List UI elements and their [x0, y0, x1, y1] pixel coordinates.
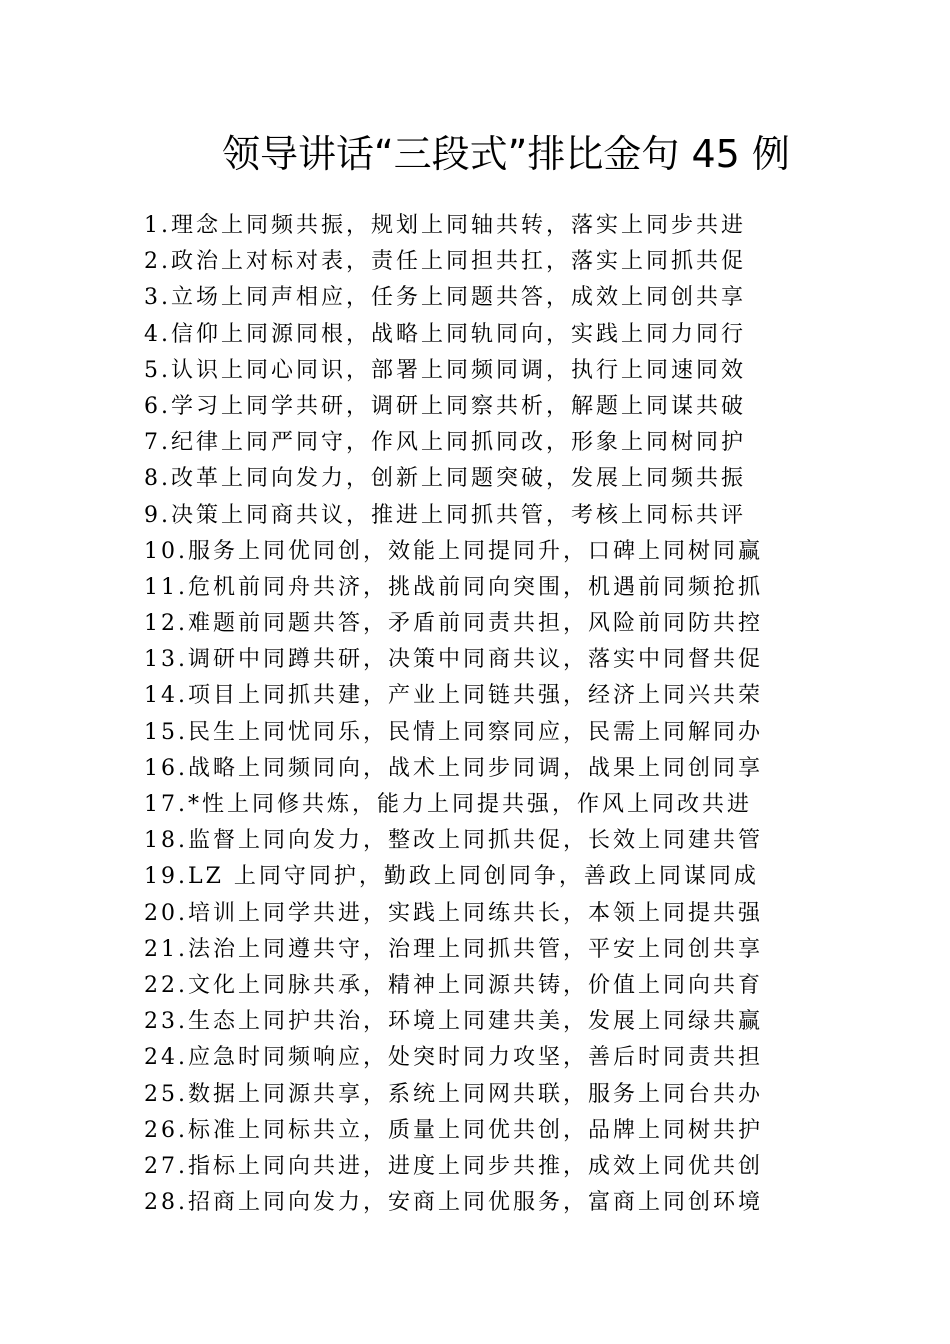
list-item: 23.生态上同护共治，环境上同建共美，发展上同绿共赢 [144, 1009, 763, 1035]
list-item: 7.纪律上同严同守，作风上同抓同改，形象上同树同护 [144, 430, 746, 456]
list-item: 22.文化上同脉共承，精神上同源共铸，价值上同向共育 [144, 972, 763, 998]
document-title: 领导讲话“三段式”排比金句 45 例 [222, 132, 790, 176]
list-item: 20.培训上同学共进，实践上同练共长，本领上同提共强 [144, 900, 763, 926]
phrase-list [144, 208, 763, 1221]
list-item: 19.LZ 上同守同护，勤政上同创同争，善政上同谋同成 [144, 864, 759, 890]
list-item: 21.法治上同遵共守，治理上同抓共管，平安上同创共享 [144, 936, 763, 962]
list-item: 28.招商上同向发力，安商上同优服务，富商上同创环境 [144, 1190, 763, 1216]
list-item: 9.决策上同商共议，推进上同抓共管，考核上同标共评 [144, 502, 746, 528]
list-item: 13.调研中同蹲共研，决策中同商共议，落实中同督共促 [144, 647, 763, 673]
list-item: 17.*性上同修共炼，能力上同提共强，作风上同改共进 [144, 792, 752, 817]
list-item: 6.学习上同学共研，调研上同察共析，解题上同谋共破 [144, 393, 746, 419]
list-item: 5.认识上同心同识，部署上同频同调，执行上同速同效 [144, 357, 746, 383]
list-item: 14.项目上同抓共建，产业上同链共强，经济上同兴共荣 [144, 683, 763, 709]
list-item: 2.政治上对标对表，责任上同担共扛，落实上同抓共促 [144, 249, 746, 275]
list-item: 1.理念上同频共振，规划上同轴共转，落实上同步共进 [144, 213, 746, 238]
list-item: 26.标准上同标共立，质量上同优共创，品牌上同树共护 [144, 1117, 763, 1143]
list-item: 11.危机前同舟共济，挑战前同向突围，机遇前同频抢抓 [144, 574, 763, 600]
list-item: 3.立场上同声相应，任务上同题共答，成效上同创共享 [144, 285, 746, 311]
list-item: 8.改革上同向发力，创新上同题突破，发展上同频共振 [144, 466, 746, 492]
list-item: 16.战略上同频同向，战术上同步同调，战果上同创同享 [144, 755, 763, 781]
list-item: 10.服务上同优同创，效能上同提同升，口碑上同树同赢 [144, 538, 763, 564]
list-item: 18.监督上同向发力，整改上同抓共促，长效上同建共管 [144, 828, 763, 854]
list-item: 4.信仰上同源同根，战略上同轨同向，实践上同力同行 [144, 321, 746, 347]
list-item: 25.数据上同源共享，系统上同网共联，服务上同台共办 [144, 1081, 763, 1107]
list-item: 24.应急时同频响应，处突时同力攻坚，善后时同责共担 [144, 1045, 763, 1071]
list-item: 15.民生上同忧同乐，民情上同察同应，民需上同解同办 [144, 719, 763, 745]
list-item: 27.指标上同向共进，进度上同步共推，成效上同优共创 [144, 1153, 763, 1179]
list-item: 12.难题前同题共答，矛盾前同责共担，风险前同防共控 [144, 611, 763, 637]
